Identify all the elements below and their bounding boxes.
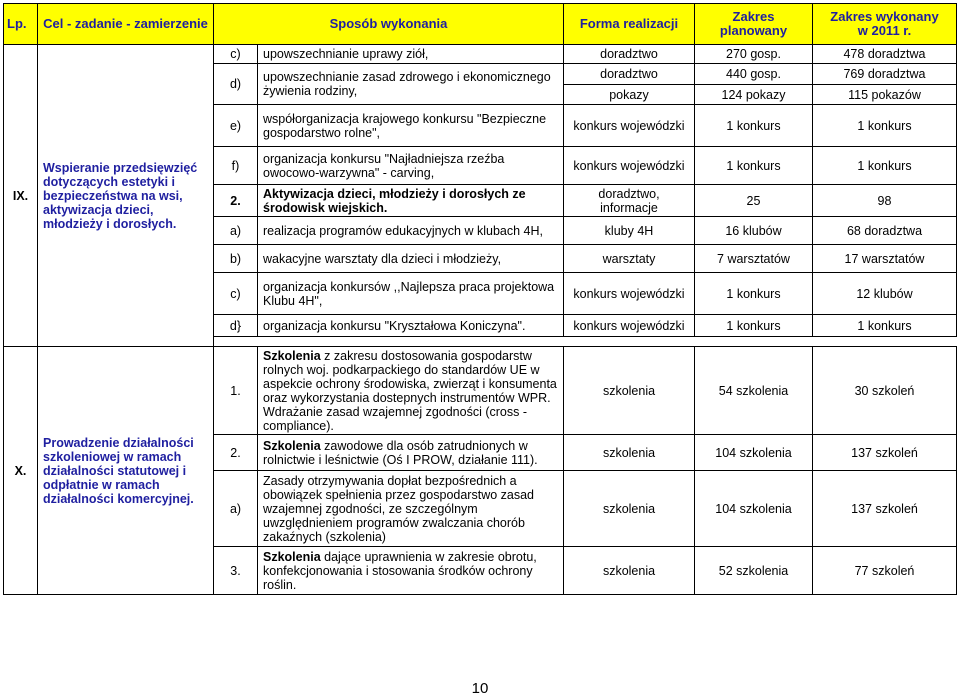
header-row: [4, 4, 957, 45]
header-lp: Lp.: [4, 4, 38, 45]
header-form: Forma realizacji: [564, 4, 695, 45]
table-row: d) upowszechnianie zasad zdrowego i ekonomicznego żywienia rodziny, doradztwo 440 gosp. 769 doradztwa: [4, 64, 957, 85]
header-planned: Zakres planowany: [695, 4, 813, 45]
header-goal: Cel - zadanie - zamierzenie: [38, 4, 214, 45]
table-row: 2. Szkolenia zawodowe dla osób zatrudnionych w rolnictwie i leśnictwie (Oś I PROW, działanie 111). szkolenia 104 szkolenia 137 szkoleń: [4, 435, 957, 471]
header-done: Zakres wykonany w 2011 r.: [813, 4, 957, 45]
table-row: a) Zasady otrzymywania dopłat bezpośrednich a obowiązek spełnienia przez gospodarstwo zasad wzajemnej zgodności, ze szczególnym uwzględnieniem programów zwalczania chorób zakaźnych (szkolenia) szkolenia 104 szkolenia 137 szkoleń: [4, 471, 957, 547]
table-row: 2. Aktywizacja dzieci, młodzieży i dorosłych ze środowisk wiejskich. doradztwo, informacje 25 98: [4, 185, 957, 217]
section-goal: Wspieranie przedsięwzięć dotyczących estetyki i bezpieczeństwa na wsi, aktywizacja dzieci, młodzieży i dorosłych.: [38, 45, 214, 347]
table-row: X. Prowadzenie działalności szkoleniowej w ramach działalności statutowej i odpłatnie w ramach działalności komercyjnej. 1. Szkolenia z zakresu dostosowania gospodarstw rolnych woj. podkarpackiego do standardów UE w aspekcie ochrony środowiska, zwierząt i konsumenta oraz wykorzystania dostepnych instrumentów WPR. Wdrażanie zasad wzajemnej zgodności (cross - compliance). szkolenia 54 szkolenia 30 szkoleń: [4, 347, 957, 435]
table-row: c) organizacja konkursów ,,Najlepsza praca projektowa Klubu 4H", konkurs wojewódzki 1 konkurs 12 klubów: [4, 273, 957, 315]
table-row: pokazy 124 pokazy 115 pokazów: [4, 85, 957, 105]
table-row: e) współorganizacja krajowego konkursu "Bezpieczne gospodarstwo rolne", konkurs wojewódzki 1 konkurs 1 konkurs: [4, 105, 957, 147]
table-row: d} organizacja konkursu "Kryształowa Koniczyna". konkurs wojewódzki 1 konkurs 1 konkurs: [4, 315, 957, 337]
header-method: Sposób wykonania: [214, 4, 564, 45]
section-number: IX.: [4, 45, 38, 347]
section-number: X.: [4, 347, 38, 595]
table-row: b) wakacyjne warsztaty dla dzieci i młodzieży, warsztaty 7 warsztatów 17 warsztatów: [4, 245, 957, 273]
activity-table: [3, 3, 957, 595]
table-row: f) organizacja konkursu "Najładniejsza rzeźba owocowo-warzywna" - carving, konkurs wojewódzki 1 konkurs 1 konkurs: [4, 147, 957, 185]
section-goal: Prowadzenie działalności szkoleniowej w ramach działalności statutowej i odpłatnie w ramach działalności komercyjnej.: [38, 347, 214, 595]
table-row: 3. Szkolenia dające uprawnienia w zakresie obrotu, konfekcjonowania i stosowania środków ochrony roślin. szkolenia 52 szkolenia 77 szkoleń: [4, 547, 957, 595]
table-row: a) realizacja programów edukacyjnych w klubach 4H, kluby 4H 16 klubów 68 doradztwa: [4, 217, 957, 245]
page-number: 10: [471, 680, 489, 697]
table-row: IX. Wspieranie przedsięwzięć dotyczących estetyki i bezpieczeństwa na wsi, aktywizacja dzieci, młodzieży i dorosłych. c) upowszechnianie uprawy ziół, doradztwo 270 gosp. 478 doradztwa: [4, 45, 957, 64]
